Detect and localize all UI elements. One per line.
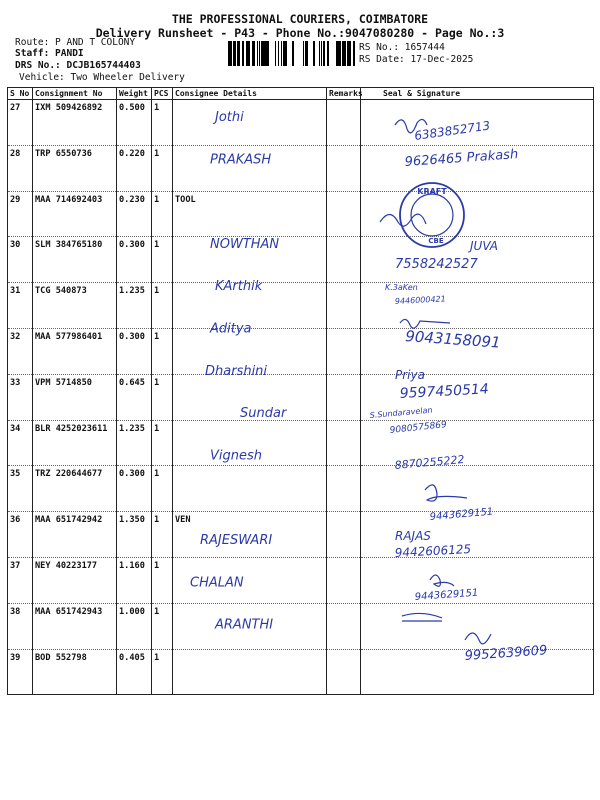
- stamp-top-text: KRAFT: [417, 187, 447, 196]
- barcode-bar: [305, 41, 307, 66]
- handwritten-phone: 9442606125: [394, 542, 472, 560]
- barcode-bar: [237, 41, 238, 66]
- table-row: [8, 649, 594, 695]
- barcode-bar: [264, 41, 266, 66]
- pcs-cell: 1: [152, 466, 173, 512]
- seal-cell: [361, 191, 594, 237]
- barcode-bar: [238, 41, 239, 66]
- pcs-cell: 1: [152, 649, 173, 695]
- weight-cell: 0.230: [117, 191, 152, 237]
- route-label: Route: P AND T COLONY: [15, 37, 136, 48]
- table-row: [8, 466, 594, 512]
- table-row: [8, 512, 594, 558]
- barcode-bar: [233, 41, 234, 66]
- table-row: [8, 557, 594, 603]
- barcode-bar: [228, 41, 229, 66]
- barcode-bar: [247, 41, 249, 66]
- weight-cell: 0.300: [117, 237, 152, 283]
- barcode-bar: [267, 41, 268, 66]
- barcode-bar: [323, 41, 325, 66]
- barcode-bar: [307, 41, 308, 66]
- seal-cell: [361, 420, 594, 466]
- weight-cell: 0.220: [117, 145, 152, 191]
- col-header-pcs: PCS: [152, 88, 173, 100]
- handwritten-phone: 7558242527: [395, 257, 478, 272]
- barcode-bar: [337, 41, 339, 66]
- barcode-bar: [229, 41, 230, 66]
- barcode-bar: [242, 41, 244, 66]
- weight-cell: 0.645: [117, 374, 152, 420]
- barcode-bar: [347, 41, 349, 66]
- consignee-cell: [173, 145, 327, 191]
- handwritten-signature: 9626465 Prakash: [404, 147, 519, 170]
- rs-date-label: RS Date: 17-Dec-2025: [359, 54, 474, 65]
- table-row: [8, 420, 594, 466]
- barcode-bar: [278, 41, 279, 66]
- pcs-cell: 1: [152, 100, 173, 146]
- consignment-cell: MAA 651742942: [33, 512, 117, 558]
- remarks-cell: [327, 557, 361, 603]
- col-header-consignment: Consignment No: [33, 88, 117, 100]
- weight-cell: 0.300: [117, 328, 152, 374]
- table-row: [8, 328, 594, 374]
- weight-cell: 0.405: [117, 649, 152, 695]
- barcode-bar: [353, 41, 355, 66]
- barcode-bar: [230, 41, 232, 66]
- vehicle-label: Vehicle: Two Wheeler Delivery: [19, 72, 185, 83]
- weight-cell: 0.300: [117, 466, 152, 512]
- sno-cell: 37: [8, 557, 33, 603]
- barcode-bar: [254, 41, 255, 66]
- barcode-bar: [275, 41, 276, 66]
- seal-cell: [361, 145, 594, 191]
- stamp-bottom-text: CBE: [428, 237, 444, 245]
- barcode-bar: [246, 41, 247, 66]
- barcode-bar: [268, 41, 269, 66]
- weight-cell: 1.160: [117, 557, 152, 603]
- consignee-cell: [173, 374, 327, 420]
- consignee-cell: TOOL: [173, 191, 327, 237]
- pcs-cell: 1: [152, 237, 173, 283]
- barcode-bar: [259, 41, 260, 66]
- table-row: [8, 374, 594, 420]
- consignee-cell: [173, 603, 327, 649]
- barcode-bar: [321, 41, 322, 66]
- barcode-bar: [303, 41, 304, 66]
- barcode-bar: [349, 41, 351, 66]
- consignment-cell: MAA 651742943: [33, 603, 117, 649]
- col-header-sno: S No: [8, 88, 33, 100]
- col-header-seal: Seal & Signature: [361, 88, 594, 100]
- seal-cell: [361, 649, 594, 695]
- consignment-cell: MAA 714692403: [33, 191, 117, 237]
- pcs-cell: 1: [152, 191, 173, 237]
- barcode-bar: [283, 41, 285, 66]
- consignee-cell: [173, 100, 327, 146]
- weight-cell: 0.500: [117, 100, 152, 146]
- handwritten-consignee-name: Jothi: [215, 110, 244, 125]
- weight-cell: 1.235: [117, 420, 152, 466]
- barcode-bar: [314, 41, 315, 66]
- seal-cell: [361, 557, 594, 603]
- remarks-cell: [327, 512, 361, 558]
- remarks-cell: [327, 603, 361, 649]
- barcode-bar: [292, 41, 294, 66]
- handwritten-consignee-name: ARANTHI: [215, 617, 274, 633]
- sno-cell: 34: [8, 420, 33, 466]
- remarks-cell: [327, 649, 361, 695]
- sno-cell: 35: [8, 466, 33, 512]
- handwritten-signature: JUVA: [470, 239, 498, 253]
- barcode-bar: [340, 41, 341, 66]
- sno-cell: 33: [8, 374, 33, 420]
- barcode-bar: [339, 41, 340, 66]
- pcs-cell: 1: [152, 420, 173, 466]
- barcode: [228, 41, 355, 66]
- handwritten-phone: 9043158091: [404, 327, 502, 352]
- weight-cell: 1.000: [117, 603, 152, 649]
- table-row: [8, 603, 594, 649]
- sno-cell: 38: [8, 603, 33, 649]
- company-title: THE PROFESSIONAL COURIERS, COIMBATORE: [171, 12, 429, 26]
- consignee-cell: [173, 649, 327, 695]
- barcode-bar: [262, 41, 263, 66]
- remarks-cell: [327, 283, 361, 329]
- drs-label: DRS No.: DCJB165744403: [15, 60, 141, 71]
- seal-cell: [361, 512, 594, 558]
- handwritten-consignee-name: KArthik: [215, 279, 263, 295]
- consignment-cell: SLM 384765180: [33, 237, 117, 283]
- barcode-bar: [327, 41, 329, 66]
- handwritten-signature: Priya: [395, 368, 425, 382]
- seal-cell: [361, 328, 594, 374]
- consignment-cell: NEY 40223177: [33, 557, 117, 603]
- handwritten-consignee-name: Aditya: [210, 321, 252, 337]
- remarks-cell: [327, 374, 361, 420]
- consignee-cell: [173, 283, 327, 329]
- barcode-bar: [281, 41, 282, 66]
- remarks-cell: [327, 237, 361, 283]
- consignment-cell: TCG 540873: [33, 283, 117, 329]
- handwritten-signature: 6383852713: [413, 118, 492, 143]
- pcs-cell: 1: [152, 328, 173, 374]
- consignment-cell: TRZ 220644677: [33, 466, 117, 512]
- sno-cell: 31: [8, 283, 33, 329]
- consignment-cell: BLR 4252023611: [33, 420, 117, 466]
- pcs-cell: 1: [152, 512, 173, 558]
- consignee-cell: [173, 557, 327, 603]
- handwritten-signature: S.Sundaravelan: [369, 405, 433, 420]
- pcs-cell: 1: [152, 145, 173, 191]
- handwritten-phone: 9597450514: [399, 381, 490, 402]
- handwritten-consignee-name: NOWTHAN: [210, 236, 280, 252]
- seal-cell: [361, 283, 594, 329]
- table-row: [8, 283, 594, 329]
- staff-label: Staff: PANDI: [15, 48, 84, 59]
- consignee-cell: VEN: [173, 512, 327, 558]
- barcode-bar: [239, 41, 240, 66]
- table-header-row: [8, 88, 594, 100]
- barcode-bar: [253, 41, 254, 66]
- remarks-cell: [327, 420, 361, 466]
- rs-no-label: RS No.: 1657444: [359, 42, 445, 53]
- col-header-consignee: Consignee Details: [173, 88, 327, 100]
- barcode-bar: [336, 41, 337, 66]
- handwritten-consignee-name: PRAKASH: [210, 152, 272, 168]
- pcs-cell: 1: [152, 283, 173, 329]
- barcode-bar: [342, 41, 344, 66]
- pcs-cell: 1: [152, 557, 173, 603]
- barcode-bar: [234, 41, 236, 66]
- consignee-cell: [173, 420, 327, 466]
- table-row: [8, 237, 594, 283]
- consignee-cell: [173, 466, 327, 512]
- barcode-bar: [313, 41, 314, 66]
- sno-cell: 39: [8, 649, 33, 695]
- consignment-cell: IXM 509426892: [33, 100, 117, 146]
- sno-cell: 29: [8, 191, 33, 237]
- barcode-bar: [263, 41, 264, 66]
- barcode-bar: [285, 41, 287, 66]
- pcs-cell: 1: [152, 603, 173, 649]
- handwritten-consignee-name: Sundar: [240, 406, 287, 422]
- sno-cell: 36: [8, 512, 33, 558]
- barcode-bar: [266, 41, 267, 66]
- seal-cell: [361, 100, 594, 146]
- remarks-cell: [327, 100, 361, 146]
- seal-cell: [361, 466, 594, 512]
- handwritten-consignee-name: Dharshini: [205, 363, 268, 379]
- table-row: [8, 191, 594, 237]
- runsheet-table: [7, 87, 594, 695]
- pcs-cell: 1: [152, 374, 173, 420]
- table-row: [8, 145, 594, 191]
- barcode-bar: [344, 41, 346, 66]
- sno-cell: 30: [8, 237, 33, 283]
- barcode-bar: [319, 41, 320, 66]
- barcode-bar: [257, 41, 258, 66]
- remarks-cell: [327, 328, 361, 374]
- handwritten-consignee-name: RAJESWARI: [200, 533, 273, 548]
- consignment-cell: TRP 6550736: [33, 145, 117, 191]
- seal-cell: [361, 603, 594, 649]
- handwritten-phone: 9080575869: [389, 420, 448, 436]
- handwritten-signature: 9443629151: [414, 587, 479, 603]
- weight-cell: 1.350: [117, 512, 152, 558]
- weight-cell: 1.235: [117, 283, 152, 329]
- table-row: [8, 100, 594, 146]
- consignment-cell: MAA 577986401: [33, 328, 117, 374]
- handwritten-phone: 9952639609: [464, 643, 548, 664]
- handwritten-phone: 9446000421: [394, 294, 446, 306]
- handwritten-consignee-name: CHALAN: [190, 575, 244, 591]
- remarks-cell: [327, 145, 361, 191]
- sno-cell: 32: [8, 328, 33, 374]
- handwritten-consignee-name: Vignesh: [210, 448, 263, 464]
- col-header-remarks: Remarks: [327, 88, 361, 100]
- sno-cell: 27: [8, 100, 33, 146]
- consignee-cell: [173, 328, 327, 374]
- remarks-cell: [327, 466, 361, 512]
- barcode-bar: [249, 41, 250, 66]
- remarks-cell: [327, 191, 361, 237]
- barcode-bar: [261, 41, 262, 66]
- barcode-bar: [252, 41, 253, 66]
- handwritten-signature: 8870255222: [394, 452, 465, 472]
- seal-cell: [361, 237, 594, 283]
- runsheet-subtitle: Delivery Runsheet - P43 - Phone No.:9047080280 - Page No.:3: [95, 26, 505, 40]
- consignment-cell: VPM 5714850: [33, 374, 117, 420]
- handwritten-signature: K.3aKen: [385, 283, 418, 292]
- col-header-weight: Weight: [117, 88, 152, 100]
- consignee-cell: [173, 237, 327, 283]
- handwritten-signature: RAJAS: [395, 529, 431, 543]
- handwritten-signature: 9443629151: [429, 506, 494, 523]
- seal-cell: [361, 374, 594, 420]
- sno-cell: 28: [8, 145, 33, 191]
- consignment-cell: BOD 552798: [33, 649, 117, 695]
